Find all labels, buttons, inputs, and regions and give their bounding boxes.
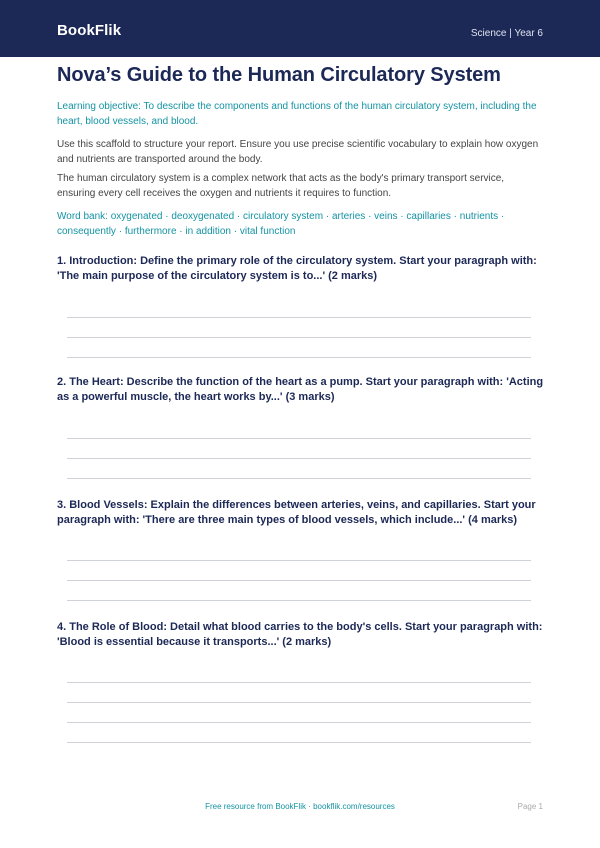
page-number: Page 1 bbox=[517, 802, 543, 811]
page-title: Nova’s Guide to the Human Circulatory System bbox=[57, 64, 501, 86]
header-bar bbox=[0, 0, 600, 57]
answer-line[interactable] bbox=[67, 580, 531, 581]
question-1: 1. Introduction: Define the primary role of the circulatory system. Start your paragraph with: 'The main purpose of the circulatory system is to...' (2 marks) bbox=[57, 255, 537, 282]
instructions-text: Use this scaffold to structure your report. Ensure you use precise scientific vocabulary to explain how oxygen and nutrients are transported around the body. bbox=[57, 139, 539, 165]
answer-line[interactable] bbox=[67, 722, 531, 723]
answer-line[interactable] bbox=[67, 478, 531, 479]
answer-line[interactable] bbox=[67, 438, 531, 439]
answer-line[interactable] bbox=[67, 337, 531, 338]
brand-logo[interactable]: BookFlik bbox=[57, 22, 122, 39]
word-bank: Word bank: oxygenated · deoxygenated · circulatory system · arteries · veins · capillaries · nutrients · consequently · furthermore · in addition · vital function bbox=[57, 211, 505, 237]
answer-line[interactable] bbox=[67, 458, 531, 459]
footer-link[interactable]: Free resource from BookFlik · bookflik.com/resources bbox=[205, 802, 395, 811]
answer-line[interactable] bbox=[67, 357, 531, 358]
answer-line[interactable] bbox=[67, 560, 531, 561]
question-2: 2. The Heart: Describe the function of the heart as a pump. Start your paragraph with: 'Acting as a powerful muscle, the heart works by...' (3 marks) bbox=[57, 376, 544, 403]
answer-line[interactable] bbox=[67, 600, 531, 601]
answer-line[interactable] bbox=[67, 317, 531, 318]
question-3: 3. Blood Vessels: Explain the differences between arteries, veins, and capillaries. Start your paragraph with: 'There are three main types of blood vessels, which include...' (4 marks) bbox=[57, 498, 545, 528]
intro-text: The human circulatory system is a complex network that acts as the body's primary transport service, ensuring every cell receives the oxygen and nutrients it requires to function. bbox=[57, 173, 505, 199]
question-4: 4. The Role of Blood: Detail what blood carries to the body's cells. Start your paragraph with: 'Blood is essential because it transports...' (2 marks) bbox=[57, 620, 545, 650]
learning-objective: Learning objective: To describe the components and functions of the human circulatory system, including the heart, blood vessels, and blood. bbox=[57, 101, 537, 127]
answer-line[interactable] bbox=[67, 742, 531, 743]
subject-year-label: Science | Year 6 bbox=[470, 28, 543, 39]
answer-line[interactable] bbox=[67, 682, 531, 683]
answer-line[interactable] bbox=[67, 702, 531, 703]
